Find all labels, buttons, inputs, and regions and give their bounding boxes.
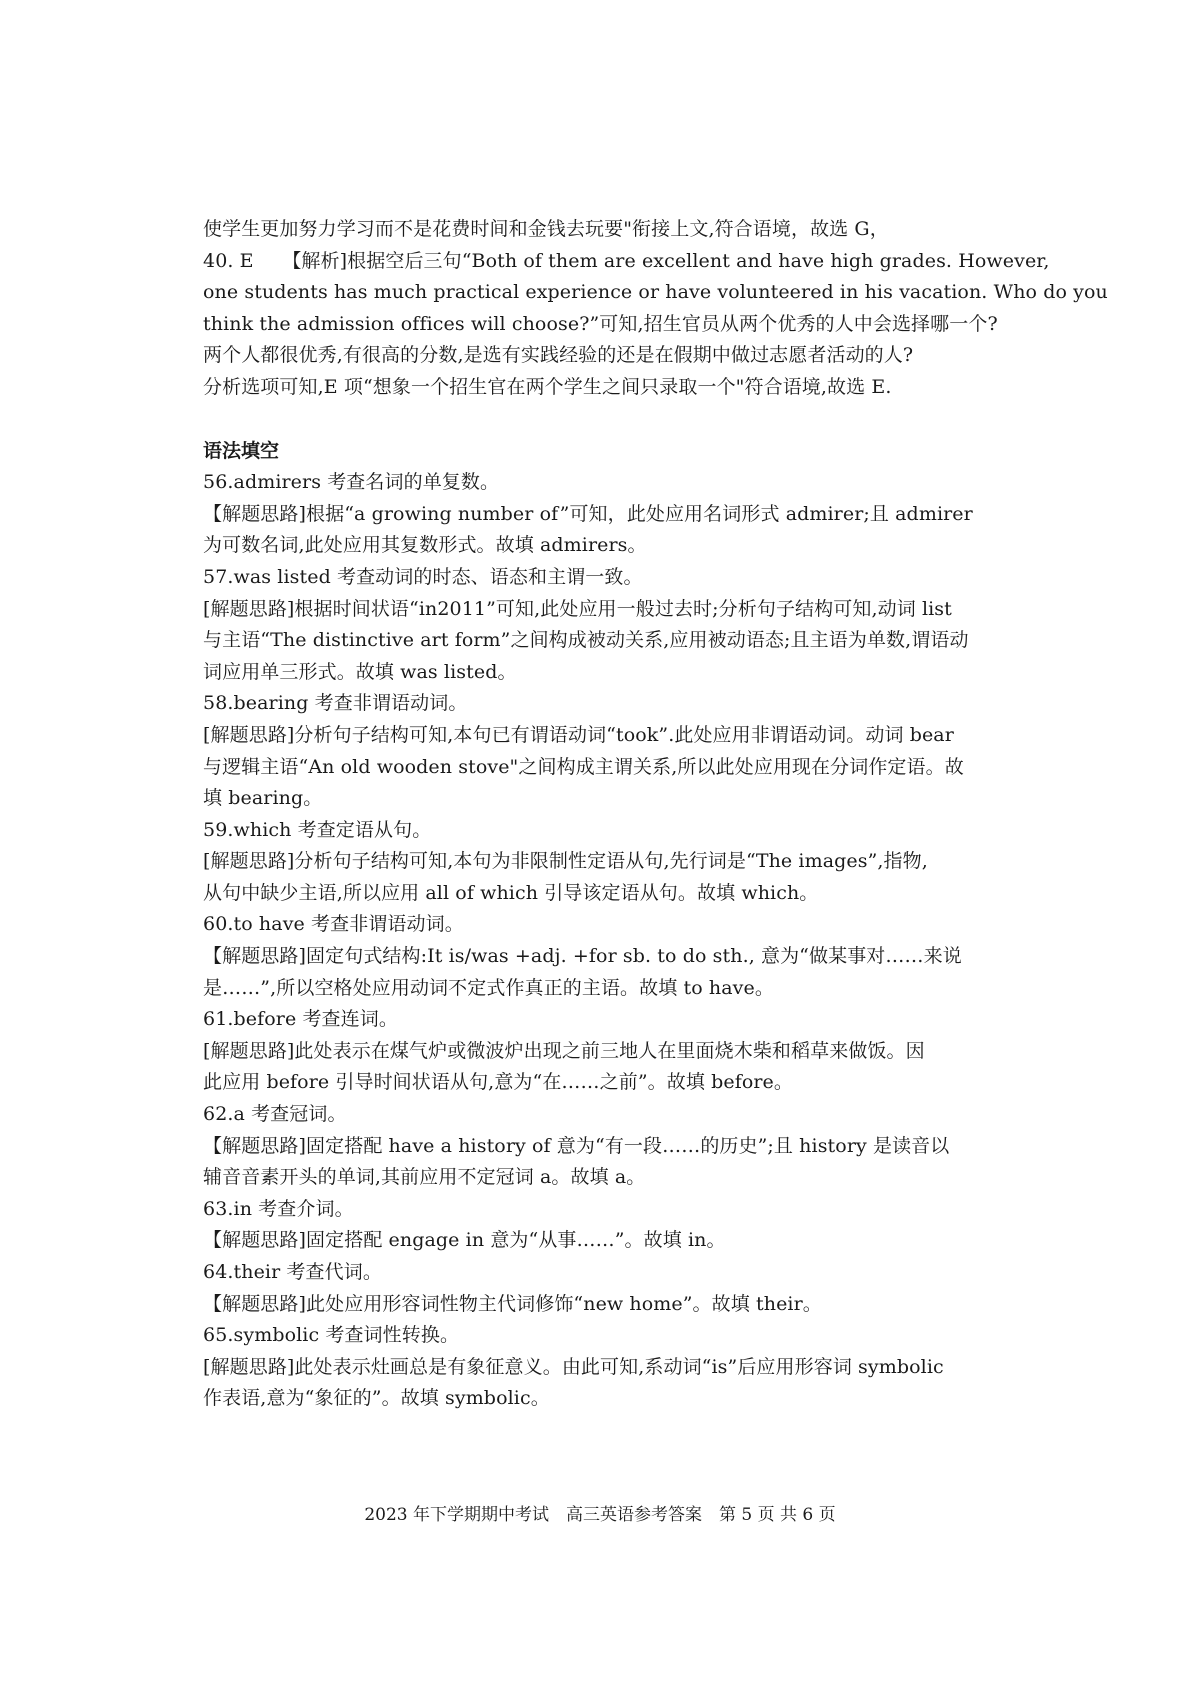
section-title: 语法填空 bbox=[203, 439, 280, 462]
text-line: [解题思路]此处表示在煤气炉或微波炉出现之前三地人在里面烧木柴和稻草来做饭。因 bbox=[203, 1039, 925, 1062]
text-line: 【解题思路]此处应用形容词性物主代词修饰“new home”。故填 their。 bbox=[203, 1292, 822, 1315]
text-line: [解题思路]分析句子结构可知,本句为非限制性定语从句,先行词是“The images”,指物, bbox=[203, 850, 928, 873]
text-line: 63.in 考查介词。 bbox=[203, 1197, 354, 1220]
text-line: 62.a 考查冠词。 bbox=[203, 1103, 347, 1126]
text-line: 【解题思路]固定搭配 engage in 意为“从事……”。故填 in。 bbox=[203, 1229, 726, 1252]
text-line: 60.to have 考查非谓语动词。 bbox=[203, 913, 464, 936]
text-line: think the admission offices will choose?”可知,招生官员从两个优秀的人中会选择哪一个? bbox=[203, 312, 998, 335]
text-line: 【解题思路]根据“a growing number of”可知，此处应用名词形式 admirer;且 admirer bbox=[203, 502, 973, 525]
text-line: 是……”,所以空格处应用动词不定式作真正的主语。故填 to have。 bbox=[203, 976, 774, 999]
text-line: 65.symbolic 考查词性转换。 bbox=[203, 1324, 460, 1347]
answer-page bbox=[203, 214, 1108, 1415]
text-line: 58.bearing 考查非谓语动词。 bbox=[203, 692, 468, 715]
text-line: [解题思路]此处表示灶画总是有象征意义。由此可知,系动词“is”后应用形容词 symbolic bbox=[203, 1355, 944, 1378]
text-line: 59.which 考查定语从句。 bbox=[203, 818, 432, 841]
text-line: 辅音音素开头的单词,其前应用不定冠词 a。故填 a。 bbox=[203, 1166, 646, 1189]
text-line: 填 bearing。 bbox=[203, 787, 323, 810]
page-footer: 2023 年下学期期中考试 高三英语参考答案 第 5 页 共 6 页 bbox=[364, 1505, 836, 1525]
text-line: 此应用 before 引导时间状语从句,意为“在……之前”。故填 before。 bbox=[203, 1071, 793, 1094]
text-line: 61.before 考查连词。 bbox=[203, 1008, 398, 1031]
text-line: one students has much practical experience or have volunteered in his vacation. Who do you bbox=[203, 281, 1108, 304]
text-line: 56.admirers 考查名词的单复数。 bbox=[203, 471, 500, 494]
text-line: 从句中缺少主语,所以应用 all of which 引导该定语从句。故填 which。 bbox=[203, 881, 819, 904]
text-line: [解题思路]根据时间状语“in2011”可知,此处应用一般过去时;分析句子结构可知,动词 list bbox=[203, 597, 952, 620]
text-line: 57.was listed 考查动词的时态、语态和主谓一致。 bbox=[203, 565, 643, 588]
text-line: 与主语“The distinctive art form”之间构成被动关系,应用被动语态;且主语为单数,谓语动 bbox=[203, 629, 969, 652]
text-line: [解题思路]分析句子结构可知,本句已有谓语动词“took”.此处应用非谓语动词。动词 bear bbox=[203, 723, 954, 746]
text-line: 40. E 【解析]根据空后三句“Both of them are excellent and have high grades. However, bbox=[203, 249, 1050, 272]
text-line: 为可数名词,此处应用其复数形式。故填 admirers。 bbox=[203, 534, 647, 557]
text-line: 【解题思路]固定句式结构:It is/was +adj. +for sb. to do sth., 意为“做某事对……来说 bbox=[203, 945, 962, 968]
text-line: 作表语,意为“象征的”。故填 symbolic。 bbox=[203, 1387, 550, 1410]
text-line: 【解题思路]固定搭配 have a history of 意为“有一段……的历史”;且 history 是读音以 bbox=[203, 1134, 950, 1157]
text-line: 使学生更加努力学习而不是花费时间和金钱去玩要"衔接上文,符合语境，故选 G， bbox=[203, 218, 889, 240]
text-line: 两个人都很优秀,有很高的分数,是选有实践经验的还是在假期中做过志愿者活动的人? bbox=[203, 344, 914, 367]
text-line: 分析选项可知,E 项“想象一个招生官在两个学生之间只录取一个"符合语境,故选 E. bbox=[203, 375, 892, 398]
text-line: 与逻辑主语“An old wooden stove"之间构成主谓关系,所以此处应用现在分词作定语。故 bbox=[203, 755, 964, 778]
grammar-block bbox=[203, 467, 1003, 1415]
text-line: 词应用单三形式。故填 was listed。 bbox=[203, 660, 517, 683]
intro-block bbox=[203, 214, 1108, 404]
text-line: 64.their 考查代词。 bbox=[203, 1261, 382, 1283]
